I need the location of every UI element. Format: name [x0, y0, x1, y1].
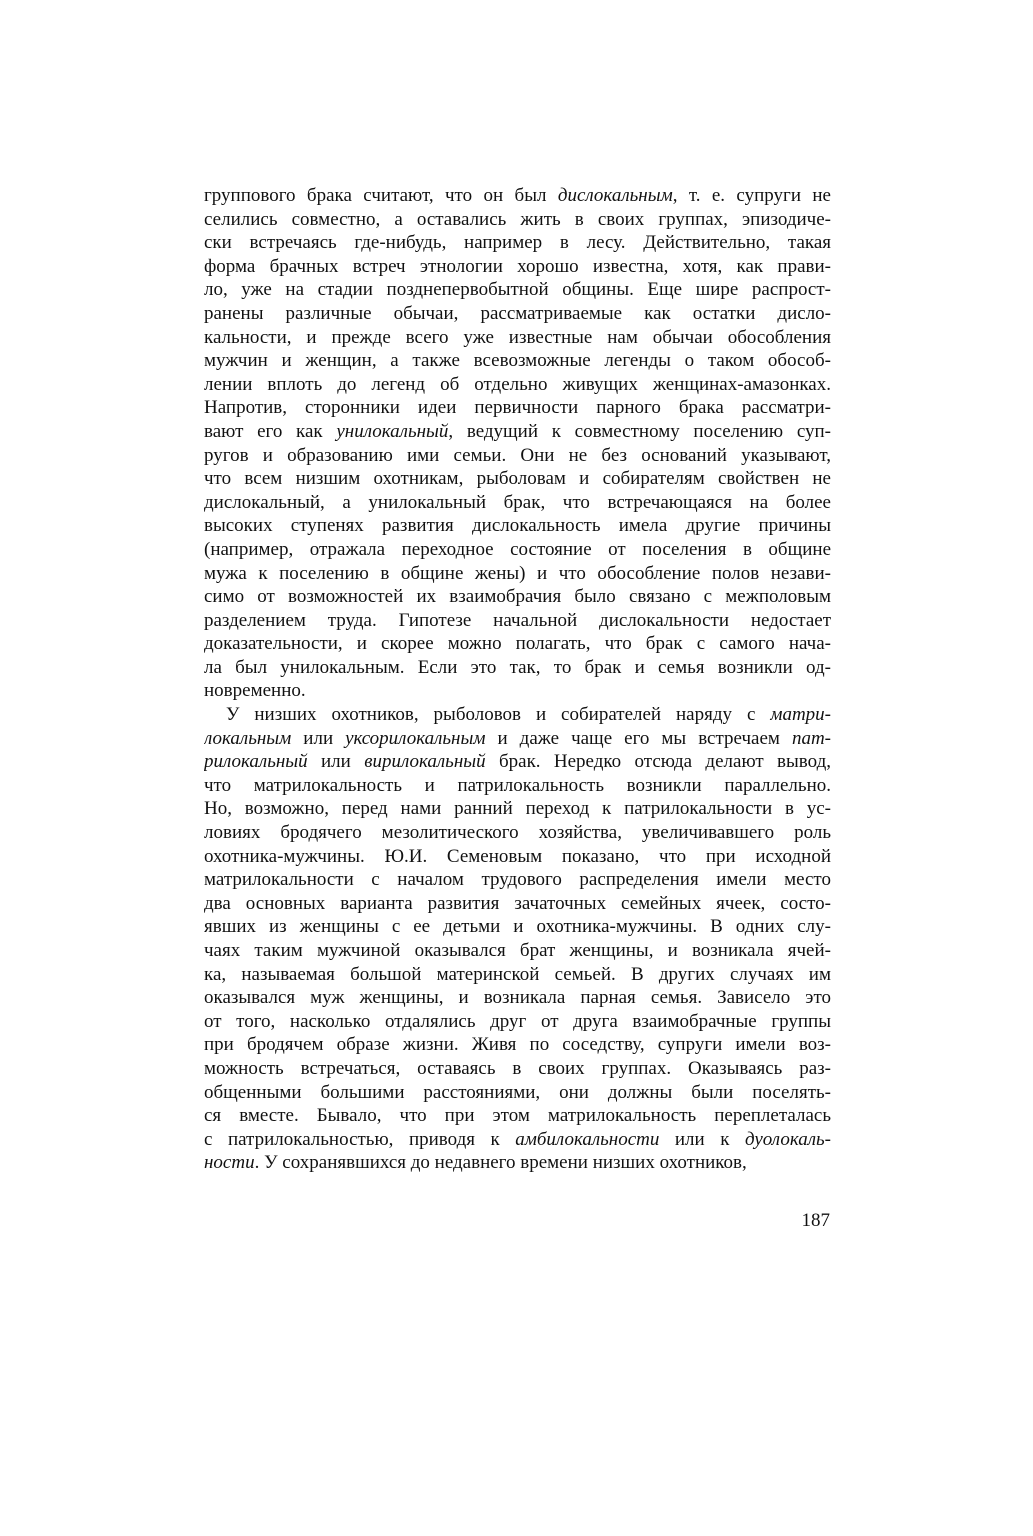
text-segment: лении вплоть до легенд об отдельно живущих женщинах-амазонках.: [204, 373, 831, 395]
text-segment: два основных варианта развития зачаточных семейных ячеек, состо-: [204, 892, 831, 914]
text-segment: от того, насколько отдалялись друг от друга взаимобрачные группы: [204, 1010, 831, 1032]
text-line: [204, 821, 831, 845]
text-line: [204, 585, 831, 609]
italic-term: дислокальным: [557, 185, 673, 206]
text-line: [204, 420, 831, 444]
text-segment: вают его как: [204, 420, 337, 442]
text-segment: . У сохранявшихся до недавнего времени низших охотников,: [254, 1152, 747, 1174]
text-line: [204, 184, 831, 208]
text-segment: ски встречаясь где-нибудь, например в лесу. Действительно, такая: [204, 232, 831, 254]
text-line: [204, 939, 831, 963]
text-line: [204, 491, 831, 515]
text-segment: доказательности, и скорее можно полагать, что брак с самого нача-: [204, 633, 831, 655]
text-line: [204, 396, 831, 420]
italic-term: матри-: [770, 704, 831, 726]
text-line: [204, 750, 831, 774]
text-segment: чаях таким мужчиной оказывался брат женщины, и возникала ячей-: [204, 940, 831, 961]
text-line: [204, 514, 831, 538]
text-line: [204, 562, 831, 586]
text-line: [204, 679, 831, 703]
italic-term: рилокальный: [204, 751, 308, 773]
text-line: [204, 632, 831, 656]
text-segment: с патрилокальностью, приводя к: [204, 1128, 516, 1150]
text-segment: форма брачных встреч этнологии хорошо известна, хотя, как прави-: [204, 255, 831, 277]
text-line: [204, 349, 831, 373]
italic-term: уксорилокальным: [345, 727, 486, 749]
text-segment: и даже чаще его мы встречаем: [485, 727, 792, 749]
text-segment: или к: [659, 1128, 745, 1150]
text-line: [204, 326, 831, 350]
text-line: [204, 302, 831, 326]
text-line: [204, 1057, 831, 1081]
text-segment: группового брака считают, что он был: [204, 185, 558, 206]
text-segment: ло, уже на стадии позднепервобытной общины. Еще шире распрост-: [204, 279, 831, 301]
text-line: [204, 845, 831, 869]
text-line: [204, 986, 831, 1010]
text-line: [204, 868, 831, 892]
text-line: [204, 1104, 831, 1128]
text-line: [204, 1033, 831, 1057]
text-segment: можность встречаться, оставаясь в своих группах. Оказываясь раз-: [204, 1057, 831, 1079]
text-segment: дислокальный, а унилокальный брак, что встречающаяся на более: [204, 491, 831, 513]
italic-term: амбилокальности: [515, 1128, 660, 1150]
text-line: [204, 444, 831, 468]
text-segment: высоких ступенях развития дислокальность имела другие причины: [204, 515, 831, 537]
text-line: [204, 208, 831, 232]
text-line: [204, 609, 831, 633]
text-line: [204, 963, 831, 987]
text-line: [204, 373, 831, 397]
text-segment: при бродячем образе жизни. Живя по соседству, супруги имели воз-: [204, 1034, 831, 1056]
text-segment: матрилокальности с началом трудового распределения имели место: [204, 869, 831, 891]
text-segment: (например, отражала переходное состояние от поселения в общине: [204, 538, 831, 560]
text-line: [204, 1151, 831, 1175]
text-segment: ловиях бродячего мезолитического хозяйства, увеличивавшего роль: [204, 822, 831, 844]
text-line: [204, 656, 831, 680]
italic-term: унилокальный: [336, 420, 449, 442]
text-segment: ка, называемая большой материнской семьей. В других случаях им: [204, 963, 831, 985]
text-segment: У низших охотников, рыболовов и собирателей наряду с: [226, 704, 771, 726]
text-line: [204, 1128, 831, 1152]
text-line: [204, 774, 831, 798]
italic-term: пат-: [791, 727, 831, 749]
text-segment: что всем низшим охотникам, рыболовам и собирателям свойствен не: [204, 468, 831, 490]
text-segment: ругов и образованию ими семьи. Они не без оснований указывают,: [204, 444, 831, 466]
page-number: 187: [801, 1210, 830, 1231]
text-segment: селились совместно, а оставались жить в своих группах, эпизодиче-: [204, 208, 831, 230]
italic-term: дуолокаль-: [744, 1128, 831, 1150]
text-segment: или: [307, 751, 365, 773]
text-line: [204, 538, 831, 562]
text-segment: ла был унилокальным. Если это так, то брак и семья возникли од-: [204, 656, 831, 678]
text-segment: новременно.: [204, 680, 306, 702]
page-body: [204, 184, 831, 1175]
text-line: [204, 797, 831, 821]
text-segment: кальности, и прежде всего уже известные нам обычаи обособления: [204, 326, 831, 348]
text-segment: брак. Нередко отсюда делают вывод,: [485, 751, 831, 773]
text-segment: оказывался муж женщины, и возникала парная семья. Зависело это: [204, 987, 831, 1009]
text-segment: что матрилокальность и патрилокальность возникли параллельно.: [204, 774, 831, 796]
text-line: [204, 915, 831, 939]
text-line: [204, 467, 831, 491]
text-line: [204, 278, 831, 302]
text-segment: Напротив, сторонники идеи первичности парного брака рассматри-: [204, 397, 831, 419]
text-segment: или: [291, 727, 346, 749]
text-segment: , ведущий к совместному поселению суп-: [448, 420, 831, 442]
italic-term: вирилокальный: [364, 751, 486, 773]
text-segment: общенными большими расстояниями, они должны были поселять-: [204, 1081, 831, 1103]
text-line: [204, 1010, 831, 1034]
text-line: [204, 1081, 831, 1105]
text-line: [204, 892, 831, 916]
paragraph: [204, 703, 831, 1175]
text-segment: ся вместе. Бывало, что при этом матрилокальность переплеталась: [204, 1105, 831, 1127]
text-line: [204, 727, 831, 751]
italic-term: ности: [204, 1152, 255, 1174]
text-segment: охотника-мужчины. Ю.И. Семеновым показано, что при исходной: [204, 845, 831, 867]
text-segment: явших из женщины с ее детьми и охотника-мужчины. В одних слу-: [204, 916, 831, 938]
text-line: [204, 231, 831, 255]
text-line: [204, 703, 831, 727]
text-segment: ранены различные обычаи, рассматриваемые как остатки дисло-: [204, 302, 831, 324]
text-line: [204, 255, 831, 279]
text-segment: разделением труда. Гипотезе начальной дислокальности недостает: [204, 609, 831, 631]
text-segment: мужа к поселению в общине жены) и что обособление полов незави-: [204, 562, 831, 584]
text-segment: мужчин и женщин, а также всевозможные легенды о таком обособ-: [204, 350, 831, 372]
text-segment: , т. е. супруги не: [672, 185, 831, 206]
text-segment: симо от возможностей их взаимобрачия было связано с межполовым: [204, 586, 831, 608]
paragraph: [204, 184, 831, 703]
text-segment: Но, возможно, перед нами ранний переход к патрилокальности в ус-: [204, 798, 831, 820]
italic-term: локальным: [204, 727, 292, 749]
